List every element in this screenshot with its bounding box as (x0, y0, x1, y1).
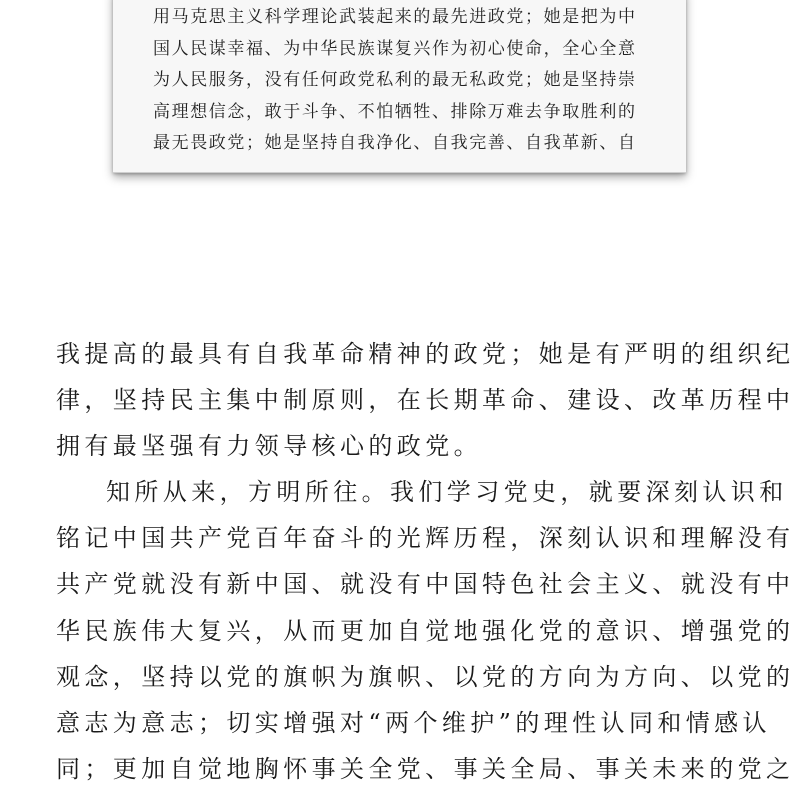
body-line: 共产党就没有新中国、就没有中国特色社会主义、就没有中 (56, 570, 795, 599)
body-line: 铭记中国共产党百年奋斗的光辉历程，深刻认识和理解没有 (56, 524, 795, 553)
excerpt-line: 为人民服务，没有任何政党私利的最无私政党；她是坚持崇 (153, 70, 637, 91)
paragraph-first-line: 知所从来，方明所往。我们学习党史，就要深刻认识和 (106, 478, 788, 507)
body-line: 意志为意志；切实增强对“两个维护”的理性认同和情感认 (56, 708, 771, 737)
body-line: 华民族伟大复兴，从而更加自觉地强化党的意识、增强党的 (56, 616, 795, 645)
excerpt-line: 最无畏政党；她是坚持自我净化、自我完善、自我革新、自 (153, 133, 637, 154)
body-line: 律，坚持民主集中制原则，在长期革命、建设、改革历程中 (56, 386, 795, 415)
body-line: 拥有最坚强有力领导核心的政党。 (56, 432, 482, 461)
excerpt-line: 用马克思主义科学理论武装起来的最先进政党；她是把为中 (153, 7, 637, 27)
excerpt-line: 国人民谋幸福、为中华民族谋复兴作为初心使命，全心全意 (153, 38, 637, 59)
quoted-excerpt-card (113, 0, 686, 173)
body-line: 我提高的最具有自我革命精神的政党；她是有严明的组织纪 (56, 340, 795, 368)
body-line: 同；更加自觉地胸怀事关全党、事关全局、事关未来的党之 (56, 754, 795, 783)
body-paragraphs (56, 331, 795, 792)
body-line: 观念，坚持以党的旗帜为旗帜、以党的方向为方向、以党的 (56, 662, 795, 691)
excerpt-line: 高理想信念，敢于斗争、不怕牺牲、排除万难去争取胜利的 (153, 101, 637, 122)
